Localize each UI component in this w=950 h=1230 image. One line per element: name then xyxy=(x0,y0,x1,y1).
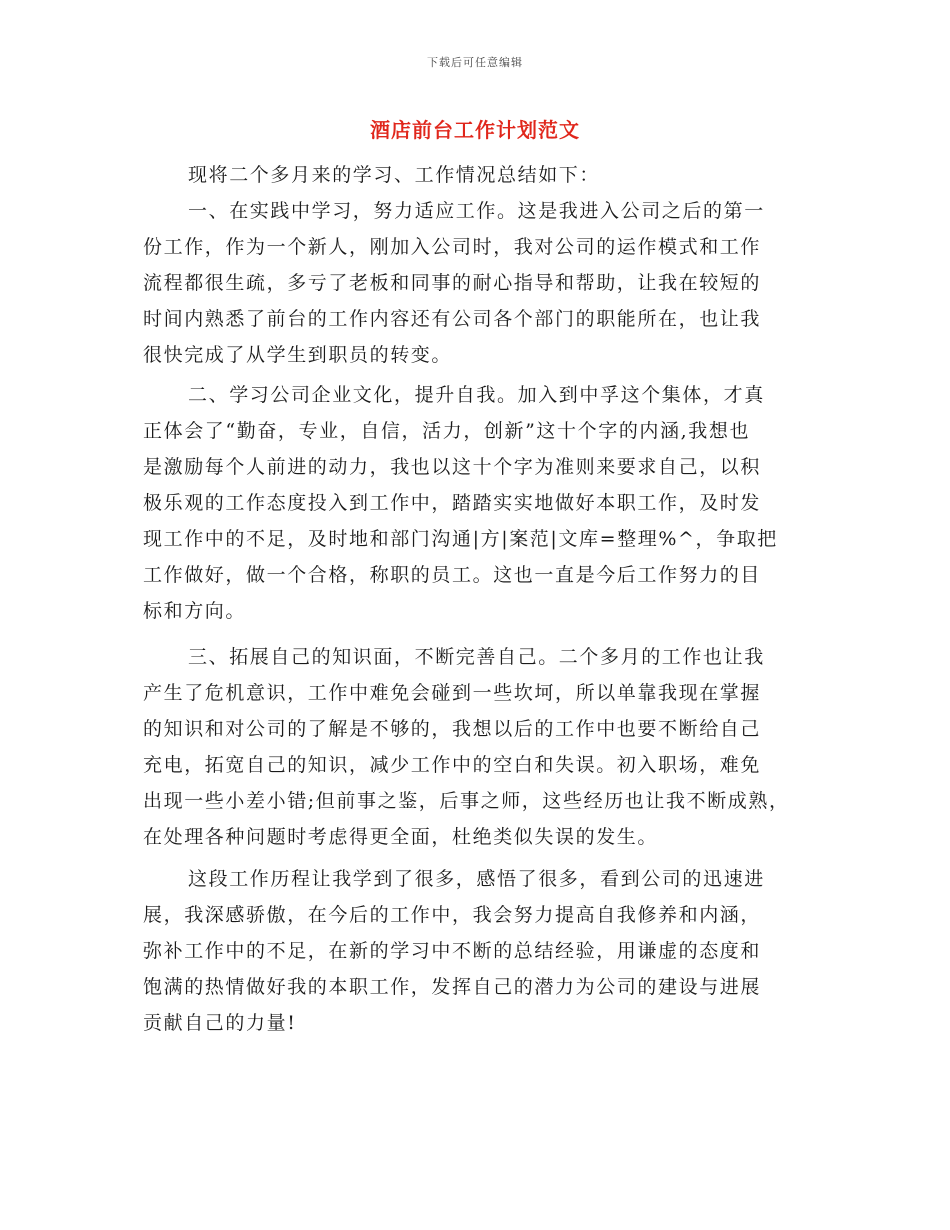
body-line: 这段工作历程让我学到了很多，感悟了很多，看到公司的迅速进 xyxy=(188,868,765,890)
header-note: 下载后可任意编辑 xyxy=(427,56,523,69)
body-line: 现工作中的不足，及时地和部门沟通|方|案范|文库=整理%^，争取把 xyxy=(143,528,778,550)
body-line: 三、拓展自己的知识面，不断完善自己。二个多月的工作也让我 xyxy=(188,646,765,668)
body-line: 极乐观的工作态度投入到工作中，踏踏实实地做好本职工作，及时发 xyxy=(143,492,762,514)
body-line: 出现一些小差小错;但前事之鉴，后事之师，这些经历也让我不断成熟， xyxy=(143,790,790,812)
body-line: 是激励每个人前进的动力，我也以这十个字为准则来要求自己，以积 xyxy=(143,456,762,478)
body-line: 现将二个多月来的学习、工作情况总结如下： xyxy=(188,164,601,186)
body-line: 的知识和对公司的了解是不够的，我想以后的工作中也要不断给自己 xyxy=(143,718,762,740)
body-line: 一、在实践中学习，努力适应工作。这是我进入公司之后的第一 xyxy=(188,200,765,222)
body-line: 二、学习公司企业文化，提升自我。加入到中孚这个集体，才真 xyxy=(188,384,765,406)
body-line: 流程都很生疏，多亏了老板和同事的耐心指导和帮助，让我在较短的 xyxy=(143,272,762,294)
body-line: 饱满的热情做好我的本职工作，发挥自己的潜力为公司的建设与进展 xyxy=(143,976,762,998)
document-title: 酒店前台工作计划范文 xyxy=(370,118,580,142)
body-line: 贡献自己的力量! xyxy=(143,1012,297,1034)
body-line: 工作做好，做一个合格，称职的员工。这也一直是今后工作努力的目 xyxy=(143,564,762,586)
body-line: 时间内熟悉了前台的工作内容还有公司各个部门的职能所在，也让我 xyxy=(143,308,762,330)
body-line: 弥补工作中的不足，在新的学习中不断的总结经验，用谦虚的态度和 xyxy=(143,940,762,962)
body-line: 份工作，作为一个新人，刚加入公司时，我对公司的运作模式和工作 xyxy=(143,236,762,258)
body-line: 标和方向。 xyxy=(143,600,247,622)
body-line: 展，我深感骄傲，在今后的工作中，我会努力提高自我修养和内涵， xyxy=(143,904,762,926)
body-line: 充电，拓宽自己的知识，减少工作中的空白和失误。初入职场，难免 xyxy=(143,754,762,776)
body-line: 很快完成了从学生到职员的转变。 xyxy=(143,344,453,366)
body-line: 在处理各种问题时考虑得更全面，杜绝类似失误的发生。 xyxy=(143,826,659,848)
body-line: 正体会了“勤奋，专业，自信，活力，创新”这十个字的内涵,我想也 xyxy=(143,420,751,442)
body-line: 产生了危机意识，工作中难免会碰到一些坎坷，所以单靠我现在掌握 xyxy=(143,682,762,704)
